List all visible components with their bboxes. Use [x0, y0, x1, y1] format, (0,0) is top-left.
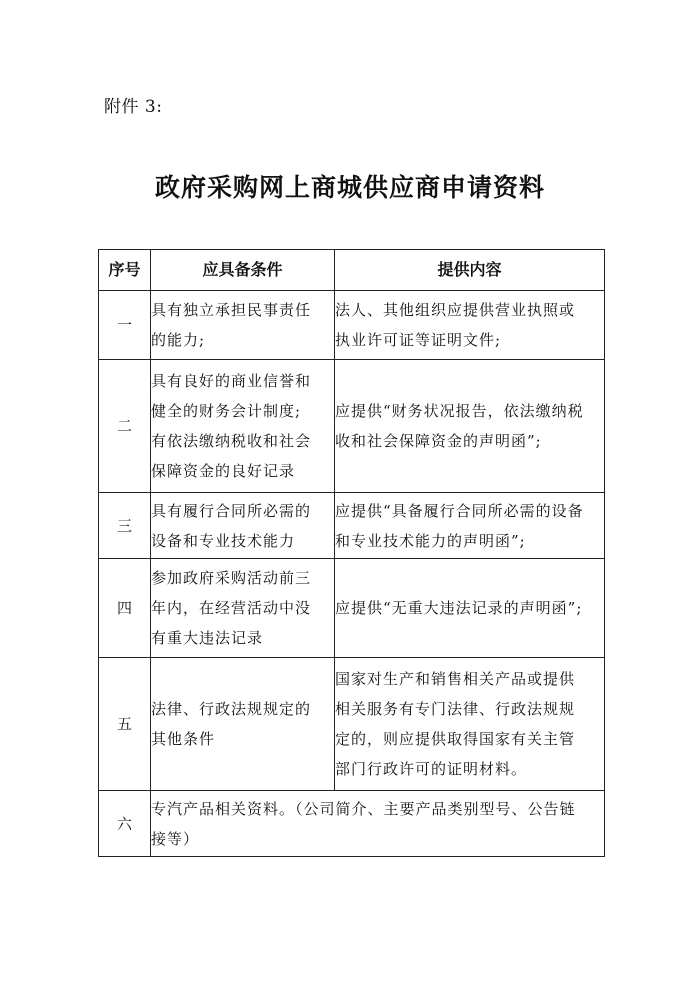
table-row: [99, 493, 605, 559]
table-row: [99, 291, 605, 360]
content-line: 应提供“无重大违法记录的声明函”;: [335, 599, 583, 617]
row-number: 二: [99, 360, 151, 493]
requirements-table: [98, 249, 605, 857]
row-content: [335, 658, 605, 791]
row-number: 五: [99, 658, 151, 791]
condition-line: 具有履行合同所必需的: [151, 501, 312, 520]
condition-line: 设备和专业技术能力: [151, 531, 296, 550]
row-content: [335, 291, 605, 360]
condition-line: 年内，在经营活动中没: [151, 599, 312, 617]
condition-line: 保障资金的良好记录: [151, 462, 296, 480]
row-number: 六: [99, 791, 151, 857]
content-line: 收和社会保障资金的声明函”;: [335, 432, 542, 450]
condition-line: 健全的财务会计制度;: [151, 402, 302, 420]
row-condition: [151, 559, 335, 658]
table-row: [99, 658, 605, 791]
content-line: 执业许可证等证明文件;: [335, 331, 502, 349]
row-condition: [151, 360, 335, 493]
row-condition: [151, 493, 335, 559]
condition-line: 参加政府采购活动前三: [151, 569, 312, 587]
row-number: 四: [99, 559, 151, 658]
content-line: 定的，则应提供取得国家有关主管: [335, 730, 576, 748]
content-line: 应提供“具备履行合同所必需的设备: [335, 501, 584, 520]
row-content: [335, 360, 605, 493]
row-number: 三: [99, 493, 151, 559]
content-line: 接等）: [151, 829, 200, 848]
condition-line: 法律、行政法规规定的: [151, 700, 312, 718]
condition-line: 的能力;: [151, 331, 206, 349]
content-line: 专汽产品相关资料。（公司简介、主要产品类别型号、公告链: [151, 799, 576, 818]
content-line: 国家对生产和销售相关产品或提供: [335, 670, 576, 688]
header-number: 序号: [99, 250, 151, 291]
document-title: 政府采购网上商城供应商申请资料: [154, 173, 545, 202]
row-condition: [151, 658, 335, 791]
content-line: 和专业技术能力的声明函”;: [335, 531, 526, 550]
content-line: 法人、其他组织应提供营业执照或: [335, 301, 576, 319]
row-content: [335, 559, 605, 658]
table-header-row: [99, 250, 605, 291]
content-line: 应提供“财务状况报告，依法缴纳税: [335, 402, 584, 420]
table-row: [99, 360, 605, 493]
row-content: [151, 791, 605, 857]
header-content: 提供内容: [335, 250, 605, 291]
condition-line: 具有良好的商业信誉和: [151, 372, 312, 390]
table-row: [99, 791, 605, 857]
condition-line: 具有独立承担民事责任: [151, 301, 312, 319]
row-content: [335, 493, 605, 559]
row-condition: [151, 291, 335, 360]
content-line: 部门行政许可的证明材料。: [335, 760, 528, 778]
row-number: 一: [99, 291, 151, 360]
condition-line: 有重大违法记录: [151, 629, 264, 647]
condition-line: 其他条件: [151, 730, 216, 748]
condition-line: 有依法缴纳税收和社会: [151, 432, 312, 450]
header-condition: 应具备条件: [151, 250, 335, 291]
attachment-label: 附件 3:: [104, 97, 163, 117]
table-row: [99, 559, 605, 658]
content-line: 相关服务有专门法律、行政法规规: [335, 700, 576, 718]
